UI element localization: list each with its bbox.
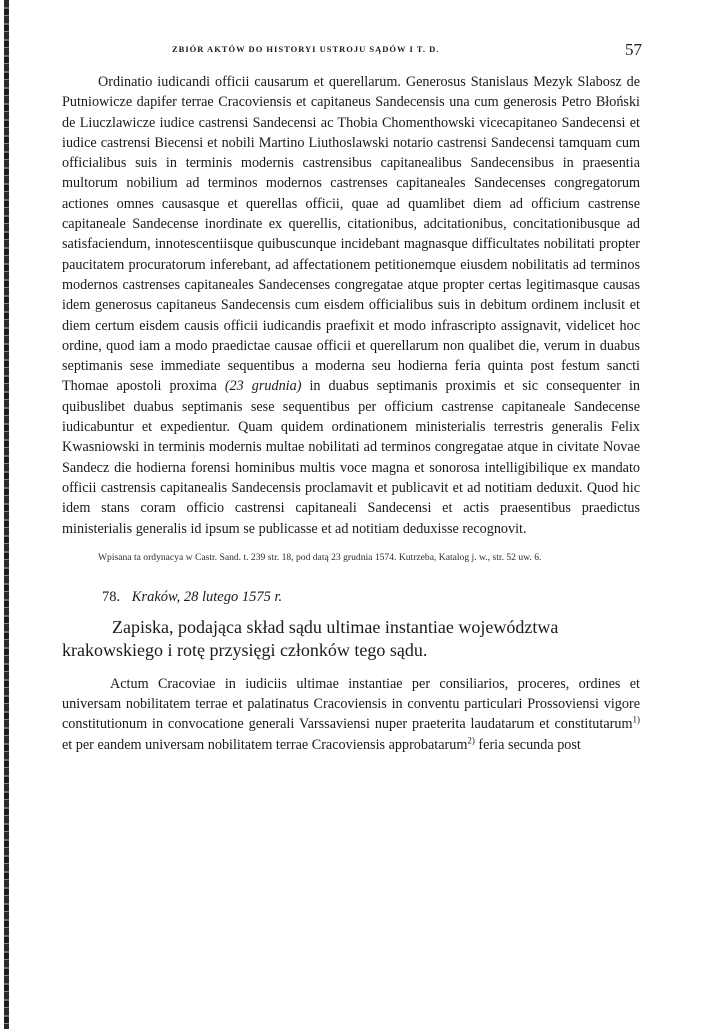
entry-78-body — [62, 674, 640, 755]
source-note-text: Wpisana ta ordynacya w Castr. Sand. t. 239 str. 18, pod datą 23 grudnia 1574. Kutrzeba, Katalog j. w., str. 52 uw. 6. — [98, 551, 542, 563]
entry-78-text: Actum Cracoviae in iudiciis ultimae instantiae per consiliarios, proceres, ordines et universam nobilitatem terrae et palatinatus Cracoviensis in conventu particulari Prossoviensi vigore constitutionum in convocatione generali Varssaviensi nuper praeterita laudatarum et constitutarum — [62, 675, 640, 733]
footnote-ref-2: 2) — [467, 734, 475, 745]
entry-77-body — [62, 72, 640, 539]
entry-78-summary — [62, 616, 640, 662]
entry-78-number: 78. — [102, 588, 121, 605]
entry-77-source-note — [62, 551, 640, 565]
summary-line-2: krakowskiego i rotę przysięgi członków tego sądu. — [62, 639, 428, 660]
running-head — [62, 40, 640, 64]
document-page — [62, 40, 640, 755]
page-number: 57 — [625, 40, 642, 59]
entry-77-text-after: in duabus septimanis proximis et sic consequenter in quibuslibet duabus septimanis sese sequentibus per officium castrense capitaneale Sandecense iudicabuntur et expedientur. Quam quidem ordinationem ministerialis terrestris generalis Felix Kwasniowski in terminis modernis multae nobilitati ad terminos congregatae atque in civitate Novae Sandecz die hodierna forensi hominibus multis voce magna et sonorosa intelligibilique ex mandato officii castrensis capitanealis Sandecensis proclamavit et publicavit et ad notitiam deduxit. Quod hic idem stans coram officio castrensi capitaneali Sandecensi et actis praesentibus praedictus ministerialis generalis id ipsum se publicasse et ad notitiam deduxisse recognovit. — [62, 378, 640, 537]
entry-78-text-end: feria secunda post — [478, 736, 581, 753]
running-head-title: ZBIÓR AKTÓW DO HISTORYI USTROJU SĄDÓW I T. D. — [172, 44, 440, 54]
entry-78-place-date: Kraków, 28 lutego 1575 r. — [131, 588, 283, 605]
entry-77-date-note: (23 grudnia) — [224, 378, 302, 395]
scan-binding-edge — [4, 0, 9, 1029]
entry-78-text-mid: et per eandem universam nobilitatem terrae Cracoviensis approbatarum — [62, 736, 468, 753]
entry-77-text: Ordinatio iudicandi officii causarum et querellarum. Generosus Stanislaus Mezyk Slabosz de Putniowicze dapifer terrae Cracoviensis et capitaneus Sandecensis una cum generosis Petro Błoński de Liuczlawicze iudice castrensi Sandecensi ac Thobia Chomenthowski vicecapitaneo Sandecensi et iudice castrensi Biecensi et nobili Martino Liuthoslawski notario castrensi Sandecensi tamquam cum officialibus suis in terminis modernis castrensibus capitanealibus Sandecensibus in praesentia multorum nobilium ad terminos modernos castrenses capitaneales Sandecenses congregatorum actiones omnes causasque et querellas officii, quae ad quamlibet diem ad officium castrense capitaneale Sandecense inordinate ex querellis, citationibus, adcitationibus, concitationibusque ad satisfaciendum, innotescentiisque quibuscunque incidebant magnasque difficultates nobilitati propter paucitatem procuratorum inferebant, ad affectationem petitionemque eiusdem nobilitatis ad terminos modernos castrenses capitaneales Sandecenses congregatae atque propter certas legitimasque causas idem generosus capitaneus Sandecensis cum eisdem officialibus suis in debitum ordinem inclusit et diem certum eisdem causis officii iudicandis praefixit et modo infrascripto assignavit, videlicet hoc ordine, quod iam a modo praedictae causae officii et querellarum non qualibet die, verum in duabus septimanis sese immediate sequentibus a moderna seu hodierna feria quinta post festum sancti Thomae apostoli proxima — [62, 74, 640, 395]
footnote-ref-1: 1) — [632, 714, 640, 725]
entry-78-heading — [62, 589, 640, 606]
summary-line-1: Zapiska, podająca skład sądu ultimae instantiae województwa — [112, 616, 559, 637]
